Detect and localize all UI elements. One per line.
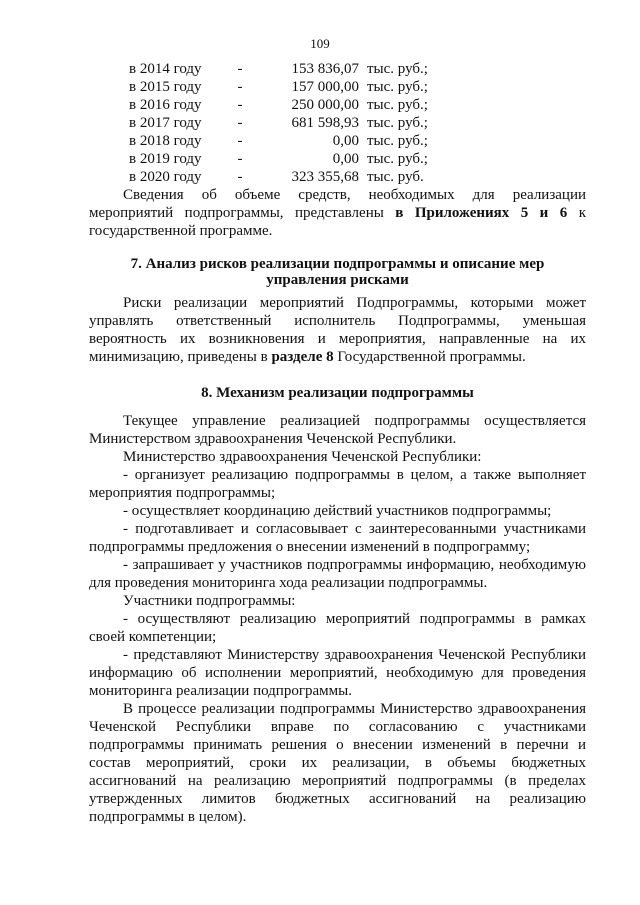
risk-text: Риски реализации мероприятий Подпрограммы, которыми может управлять ответственный исполнитель Подпрограммы, уменьшая вероятность их возникновения и мероприятия, направленные на их минимизацию, приведены в (89, 295, 586, 365)
participant-duty: - представляют Министерству здравоохранения Чеченской Республики информацию об исполнении мероприятий, необходимую для проведения мониторинга реализации подпрограммы. (89, 647, 586, 699)
ministry-duty: - подготавливает и согласовывает с заинтересованными участниками подпрограммы предложения о внесении изменений в подпрограмму; (89, 521, 586, 555)
section-reference: разделе 8 (271, 349, 334, 365)
funding-year: в 2014 году (129, 61, 202, 77)
funding-row (89, 168, 586, 186)
section-7-heading: 7. Анализ рисков реализации подпрограммы и описание мер управления рисками (130, 256, 545, 288)
page-content (89, 60, 586, 826)
funding-dash: - (237, 61, 243, 77)
funding-year: в 2019 году (129, 151, 202, 167)
funding-year: в 2020 году (129, 169, 202, 185)
funding-dash: - (237, 79, 243, 95)
ministry-duty: - организует реализацию подпрограммы в целом, а также выполняет мероприятия подпрограммы; (89, 467, 586, 501)
funding-row (89, 132, 586, 150)
funding-year: в 2016 году (129, 97, 202, 113)
funding-row (89, 96, 586, 114)
funding-amount: 153 836,07 (291, 61, 359, 77)
funding-amount: 0,00 (332, 133, 359, 149)
funding-amount: 0,00 (332, 151, 359, 167)
funding-year: в 2018 году (129, 133, 202, 149)
funding-amount: 323 355,68 (291, 169, 359, 185)
funding-dash: - (237, 97, 243, 113)
funding-unit: тыс. руб.; (367, 79, 428, 95)
funding-amount: 681 598,93 (291, 115, 359, 131)
funding-unit: тыс. руб.; (367, 61, 428, 77)
changes-paragraph: В процессе реализации подпрограммы Министерство здравоохранения Чеченской Республики вправе по согласованию с участниками подпрограммы принимать решения о внесении изменений в перечни и состав мероприятий, сроки их реализации, в объемы бюджетных ассигнований на реализацию мероприятий подпрограммы (в пределах утвержденных лимитов бюджетных ассигнований на реализацию подпрограммы в целом). (89, 701, 586, 825)
funding-unit: тыс. руб.; (367, 151, 428, 167)
risk-text-end: Государственной программы. (333, 349, 526, 365)
funding-unit: тыс. руб.; (367, 115, 428, 131)
funding-dash: - (237, 133, 243, 149)
participant-duty: - осуществляют реализацию мероприятий подпрограммы в рамках своей компетенции; (89, 611, 586, 645)
funding-amount: 157 000,00 (291, 79, 359, 95)
funding-unit: тыс. руб. (367, 169, 424, 185)
funding-dash: - (237, 151, 243, 167)
appendix-reference: в Приложениях 5 и 6 (395, 205, 568, 221)
ministry-duty: - осуществляет координацию действий участников подпрограммы; (123, 503, 552, 519)
ministry-duty: - запрашивает у участников подпрограммы информацию, необходимую для проведения мониторинга хода реализации подпрограммы. (89, 557, 586, 591)
funding-amount: 250 000,00 (291, 97, 359, 113)
mechanism-paragraph: Текущее управление реализацией подпрограммы осуществляется Министерством здравоохранения Чеченской Республики. (89, 413, 586, 447)
funding-table (89, 60, 586, 186)
page-number: 109 (310, 36, 330, 51)
funding-dash: - (237, 169, 243, 185)
info-text-end: к государственной программе. (89, 205, 586, 239)
funding-year: в 2015 году (129, 79, 202, 95)
ministry-intro: Министерство здравоохранения Чеченской Республики: (123, 449, 482, 465)
funding-year: в 2017 году (129, 115, 202, 131)
info-text: Сведения об объеме средств, необходимых для реализации мероприятий подпрограммы, представлены (89, 187, 586, 221)
funding-info-paragraph (89, 186, 586, 240)
funding-unit: тыс. руб.; (367, 133, 428, 149)
funding-row (89, 60, 586, 78)
funding-dash: - (237, 115, 243, 131)
participants-intro: Участники подпрограммы: (123, 593, 296, 609)
funding-row (89, 114, 586, 132)
funding-row (89, 78, 586, 96)
funding-row (89, 150, 586, 168)
risk-paragraph (89, 294, 586, 366)
funding-unit: тыс. руб.; (367, 97, 428, 113)
section-8-heading: 8. Механизм реализации подпрограммы (201, 385, 474, 401)
